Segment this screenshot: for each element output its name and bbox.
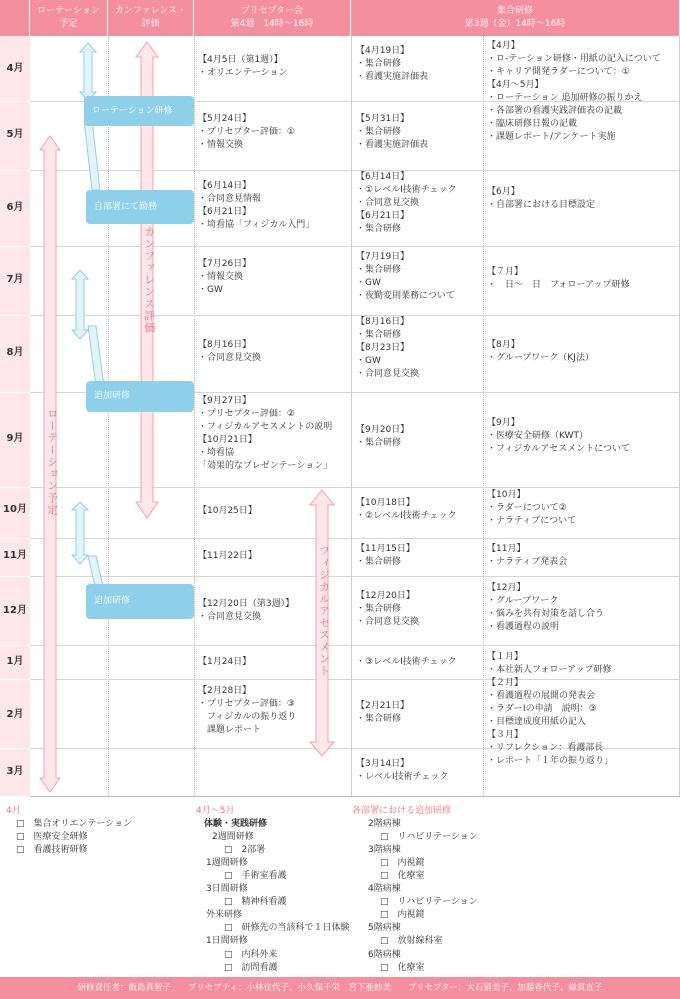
group-line: 【9月20日】: [356, 425, 410, 435]
preceptor-line: ・オリエンテーション: [198, 68, 288, 79]
checkbox-icon: □: [16, 845, 34, 856]
group-line: 【6月21日】: [356, 211, 410, 222]
preceptor-line: 【2月28日】: [198, 686, 252, 696]
group-cell-sep: [356, 424, 409, 450]
list-line: [352, 909, 478, 922]
topic-line: ・課題レポート/アンケート実施: [487, 132, 616, 143]
topic-cell-jun: [487, 186, 595, 212]
preceptor-line: 【6月21日】: [198, 207, 252, 218]
checklist-item: [6, 818, 132, 831]
list-line-label: 化療室: [397, 962, 425, 973]
preceptor-line: 【10月25日】: [198, 506, 257, 516]
preceptor-cell-feb: [198, 685, 296, 737]
topic-line: 【10月】: [487, 490, 526, 500]
group-line: ・集合研修: [356, 438, 402, 449]
group-cell-aug: [356, 316, 419, 381]
topic-line: ・キャリア開発ラダーについて：①: [487, 67, 630, 78]
group-cell-feb: [356, 700, 409, 726]
list-line: [352, 831, 478, 844]
list-line-label: 3日間研修: [206, 884, 248, 895]
bottom-col3-title: 各部署における追加研修: [352, 806, 452, 816]
group-line: ・看護実施評価表: [356, 140, 429, 151]
bottom-col2: [196, 805, 350, 975]
rotation-training-box: [84, 96, 194, 126]
month-7: 7月: [6, 274, 24, 285]
preceptor-line: 「効果的なプレゼンテーション」: [198, 461, 333, 472]
checklist-item: [6, 831, 132, 844]
topic-line: ・悩みを共有対策を話し合う: [487, 609, 605, 620]
preceptor-cell-jan: [198, 656, 251, 669]
group-line: ・集合研修: [356, 604, 402, 615]
header-rotation-line2: 予定: [59, 19, 78, 29]
group-line: 【3月14日】: [356, 759, 410, 769]
additional-training-label-1: 追加研修: [94, 391, 131, 402]
list-line-label: 内科外来: [241, 949, 278, 960]
preceptor-cell-nov: [198, 550, 257, 563]
list-line-label: 内視鏡: [397, 910, 425, 921]
month-12: 12月: [3, 605, 27, 616]
checkbox-icon: □: [380, 832, 398, 843]
group-line: ・夜勤変則業務について: [356, 291, 455, 302]
topic-cell-apr-may: [487, 40, 661, 144]
topic-cell-aug: [487, 339, 594, 365]
topic-line: 【11月】: [487, 544, 526, 554]
checkbox-icon: □: [380, 962, 398, 973]
topic-line: ・ラダーⅠの申請 説明：③: [487, 704, 597, 715]
list-line: [196, 883, 350, 896]
preceptor-line: 【5月24日】: [198, 114, 252, 124]
list-line-label: 2週間研修: [212, 832, 254, 843]
list-line-label: 研修先の当該科で１日体験: [241, 923, 350, 934]
footer-text: 研修責任者：飯島真智子 プリセプティ：小林佳代子、小久保千栄 宮下亜紗美 プリセプター：大石留美子、加藤香代子、緑貫直子: [77, 982, 603, 993]
group-line: 【6月14日】: [356, 172, 410, 182]
group-line: ・③レベルⅠ技術チェック: [356, 657, 457, 667]
list-line-label: 化療室: [397, 871, 425, 882]
month-9: 9月: [6, 433, 24, 444]
rotation-training-label: ローテーション研修: [92, 105, 173, 116]
group-line: 【11月15日】: [356, 544, 415, 554]
list-line: [196, 909, 350, 922]
preceptor-line: ・情報交換: [198, 272, 244, 283]
list-line: [352, 844, 478, 857]
group-cell-apr: [356, 45, 428, 84]
preceptor-line: ・合同意見交換: [198, 612, 262, 623]
header-group-line2: 第3週（金）14時～16時: [464, 19, 566, 29]
header-preceptor-line1: プリセプター会: [241, 6, 303, 17]
preceptor-cell-jul: [198, 258, 251, 297]
topic-cell-jul: [487, 266, 629, 292]
topic-cell-jan-mar: [487, 651, 613, 768]
topic-line: ・グループワーク: [487, 596, 559, 607]
preceptor-line: 課題レポート: [198, 725, 262, 736]
list-line: [196, 949, 350, 962]
additional-training-box-1: [86, 381, 194, 412]
header-conference-line1: カンファレンス・: [114, 6, 187, 17]
additional-training-label-2: 追加研修: [94, 596, 131, 607]
topic-line: 【9月】: [487, 418, 520, 428]
header-group-line1: 集合研修: [496, 6, 533, 17]
group-cell-jul: [356, 251, 455, 303]
header-conference-line2: 評価: [141, 19, 160, 29]
group-line: ・集合研修: [356, 330, 402, 341]
list-line-label: 外来研修: [206, 910, 243, 921]
preceptor-line: 【7月26日】: [198, 259, 252, 269]
topic-line: ・リフレクション：看護部長: [487, 743, 604, 754]
checkbox-icon: □: [224, 897, 242, 908]
preceptor-line: 【4月5日（第1週）】: [198, 55, 283, 65]
preceptor-cell-aug: [198, 339, 261, 365]
topic-line: ・ 日～ 日 フォローアップ研修: [487, 280, 630, 291]
list-line: [196, 831, 350, 844]
topic-line: ・ラダーについて②: [487, 503, 567, 514]
bottom-col1-title: 4月: [6, 806, 21, 816]
header-preceptor-line2: 第4週 14時～16時: [230, 19, 314, 29]
group-cell-may: [356, 113, 428, 152]
preceptor-line: ・プリセプター評価：①: [198, 127, 295, 138]
topic-line: ・ナラティブについて: [487, 516, 577, 527]
bottom-col3: [352, 805, 478, 975]
month-3: 3月: [6, 766, 24, 777]
preceptor-line: ・プリセプター評価：③: [198, 699, 295, 710]
physical-assessment-text: フィジカルアセスメント: [317, 545, 331, 677]
list-line: [352, 857, 478, 870]
topic-line: 【4月】: [487, 41, 520, 51]
preceptor-line: ・フィジカルアセスメントの説明: [198, 422, 333, 433]
topic-line: 【７月】: [487, 267, 524, 277]
list-line: [196, 844, 350, 857]
month-4: 4月: [6, 63, 24, 74]
list-line: [352, 818, 478, 831]
preceptor-line: 【9月27日】: [198, 396, 252, 406]
preceptor-cell-oct: [198, 505, 257, 518]
checklist-item: [6, 844, 132, 857]
bottom-col3-list: [352, 818, 478, 975]
additional-training-box-2: [86, 584, 194, 619]
list-line: [196, 922, 350, 935]
topic-line: ・フィジカルアセスメントについて: [487, 444, 631, 455]
list-line: [352, 870, 478, 883]
list-line-label: リハビリテーション: [397, 832, 478, 843]
topic-line: 【6月】: [487, 187, 520, 197]
list-line-label: 1日間研修: [206, 936, 248, 947]
month-8: 8月: [6, 347, 24, 358]
group-line: ・GW: [356, 278, 381, 289]
preceptor-line: ・プリセプター評価：②: [198, 409, 295, 420]
preceptor-cell-sep: [198, 395, 332, 473]
bottom-col2-list: [196, 831, 350, 975]
checkbox-icon: □: [224, 923, 242, 934]
group-line: 【10月18日】: [356, 498, 415, 508]
topic-line: ・ナラティブ発表会: [487, 557, 568, 568]
group-line: 【2月21日】: [356, 701, 410, 711]
preceptor-cell-jun: [198, 180, 314, 232]
additional-training-arrow-1: [72, 270, 104, 386]
topic-line: ・看護過程の説明: [487, 622, 560, 633]
list-line: [352, 883, 478, 896]
topic-line: 【２月】: [487, 678, 524, 689]
preceptor-line: ・GW: [198, 285, 223, 296]
group-line: 【7月19日】: [356, 252, 410, 262]
bottom-col1-list: [6, 818, 132, 857]
topic-cell-sep: [487, 417, 630, 456]
bottom-section: [0, 797, 680, 977]
preceptor-line: ・埼看協: [198, 448, 235, 459]
topic-line: ・本社新人フォローアップ研修: [487, 665, 612, 676]
list-line-label: 5階病棟: [368, 923, 401, 934]
topic-line: ・各部署の看護実践評価表の記載: [487, 106, 623, 117]
topic-cell-nov: [487, 543, 567, 569]
preceptor-line: ・合同意見交換: [198, 353, 262, 364]
bottom-col2-heading: 体験・実践研修: [204, 819, 268, 830]
group-line: ・集合研修: [356, 127, 402, 138]
checkbox-icon: □: [224, 949, 242, 960]
topic-line: 【8月】: [487, 340, 520, 350]
list-line-label: 6階病棟: [368, 949, 401, 960]
preceptor-line: 【1月24日】: [198, 657, 252, 667]
topic-line: ・ロ-テーション研修・用紙の記入について: [487, 54, 661, 65]
preceptor-cell-may: [198, 113, 295, 152]
checklist-item-label: 集合オリエンテーション: [33, 819, 132, 830]
topic-line: ・ローテーション 追加研修の振りかえ: [487, 93, 643, 104]
list-line-label: 3階病棟: [368, 845, 401, 856]
topic-line: 【4月～5月】: [487, 80, 544, 91]
topic-line: 【３月】: [487, 730, 524, 741]
own-department-label: 自部署にて勤務: [94, 201, 158, 212]
group-line: 【8月16日】: [356, 317, 410, 327]
bottom-col2-title: 4月～5月: [196, 806, 235, 816]
month-5: 5月: [6, 129, 24, 140]
list-line: [352, 935, 478, 948]
list-line: [196, 896, 350, 909]
group-line: ・集合研修: [356, 265, 402, 276]
list-line-label: リハビリテーション: [397, 897, 478, 908]
group-cell-nov: [356, 543, 415, 569]
checkbox-icon: □: [16, 832, 34, 843]
list-line: [196, 870, 350, 883]
list-line: [196, 857, 350, 870]
group-cell-dec: [356, 590, 419, 629]
topic-line: ・目標達成度用紙の記入: [487, 717, 587, 728]
topic-line: ・レポート「１年の振り返り」: [487, 756, 614, 767]
month-1: 1月: [6, 656, 24, 667]
month-10: 10月: [3, 504, 27, 515]
list-line-label: 訪問看護: [241, 962, 278, 973]
group-line: ・集合研修: [356, 224, 402, 235]
list-line: [196, 962, 350, 975]
topic-line: ・医療安全研修（KWT）: [487, 431, 588, 442]
preceptor-cell-apr: [198, 54, 287, 80]
month-6: 6月: [6, 202, 24, 213]
group-line: ・合同意見交換: [356, 198, 420, 209]
additional-training-arrow-2: [72, 502, 104, 590]
list-line-label: 2部署: [241, 845, 266, 856]
list-line-label: 2階病棟: [368, 819, 401, 830]
group-line: ・①レベルⅠ技術チェック: [356, 185, 457, 196]
list-line-label: 1週間研修: [206, 858, 248, 869]
group-cell-jan: [356, 656, 456, 669]
preceptor-line: ・埼看協「フィジカル入門」: [198, 220, 315, 231]
group-line: 【4月19日】: [356, 46, 410, 56]
month-2: 2月: [6, 709, 24, 720]
group-cell-oct: [356, 497, 456, 523]
preceptor-line: 【12月20日（第3週）】: [198, 599, 295, 609]
group-line: 【5月31日】: [356, 114, 410, 124]
list-line: [352, 949, 478, 962]
group-line: ・集合研修: [356, 714, 402, 725]
list-line: [196, 935, 350, 948]
preceptor-cell-dec: [198, 598, 294, 624]
preceptor-line: 【8月16日】: [198, 340, 252, 350]
group-line: ・レベルⅠ技術チェック: [356, 772, 449, 783]
preceptor-line: 【6月14日】: [198, 181, 252, 191]
group-cell-mar: [356, 758, 448, 784]
list-line: [352, 962, 478, 975]
topic-cell-dec: [487, 582, 604, 634]
checkbox-icon: □: [380, 910, 398, 921]
topic-line: ・看護過程の展開の発表会: [487, 691, 596, 702]
preceptor-line: ・情報交換: [198, 140, 244, 151]
list-line: [352, 896, 478, 909]
topic-line: ・臨床研修日報の記載: [487, 119, 578, 130]
topic-line: ・グループワーク（KJ法）: [487, 353, 594, 364]
group-line: ・GW: [356, 356, 381, 367]
group-line: ・合同意見交換: [356, 369, 420, 380]
checklist-item-label: 医療安全研修: [33, 832, 88, 843]
checkbox-icon: □: [380, 858, 398, 869]
group-line: ・集合研修: [356, 557, 402, 568]
checkbox-icon: □: [224, 962, 242, 973]
group-line: ・合同意見交換: [356, 617, 420, 628]
group-cell-jun: [356, 171, 456, 236]
group-line: ・看護実施評価表: [356, 72, 429, 83]
conference-evaluation-text: カンファレンス評価: [142, 226, 156, 334]
header-rotation-line1: ローテーション: [37, 6, 100, 17]
list-line-label: 精神科看護: [241, 897, 287, 908]
checkbox-icon: □: [380, 871, 398, 882]
preceptor-line: フィジカルの振り返り: [198, 712, 297, 723]
rotation-schedule-text: ローテーション予定: [45, 408, 59, 516]
checkbox-icon: □: [224, 845, 242, 856]
list-line-label: 内視鏡: [397, 858, 425, 869]
preceptor-line: 【11月22日】: [198, 551, 257, 561]
list-line-label: 手術室看護: [241, 871, 287, 882]
checklist-item-label: 看護技術研修: [33, 845, 88, 856]
checkbox-icon: □: [16, 819, 34, 830]
checkbox-icon: □: [224, 871, 242, 882]
topic-line: 【１月】: [487, 652, 524, 662]
group-line: ・集合研修: [356, 59, 402, 70]
group-line: ・②レベルⅠ技術チェック: [356, 511, 457, 522]
group-line: 【12月20日】: [356, 591, 415, 601]
checkbox-icon: □: [380, 897, 398, 908]
checkbox-icon: □: [380, 936, 398, 947]
bottom-col1: [6, 805, 132, 857]
list-line-label: 放射線科室: [397, 936, 443, 947]
preceptor-line: ・合同意見情報: [198, 194, 262, 205]
own-department-box: [86, 190, 194, 224]
group-line: 【8月23日】: [356, 343, 410, 354]
preceptor-line: 【10月21日】: [198, 435, 257, 446]
list-line: [352, 922, 478, 935]
topic-cell-oct: [487, 489, 576, 528]
topic-line: ・自部署における目標設定: [487, 200, 596, 211]
month-11: 11月: [3, 550, 27, 561]
footer-bar: [0, 977, 680, 999]
list-line-label: 4階病棟: [368, 884, 401, 895]
topic-line: 【12月】: [487, 583, 526, 593]
